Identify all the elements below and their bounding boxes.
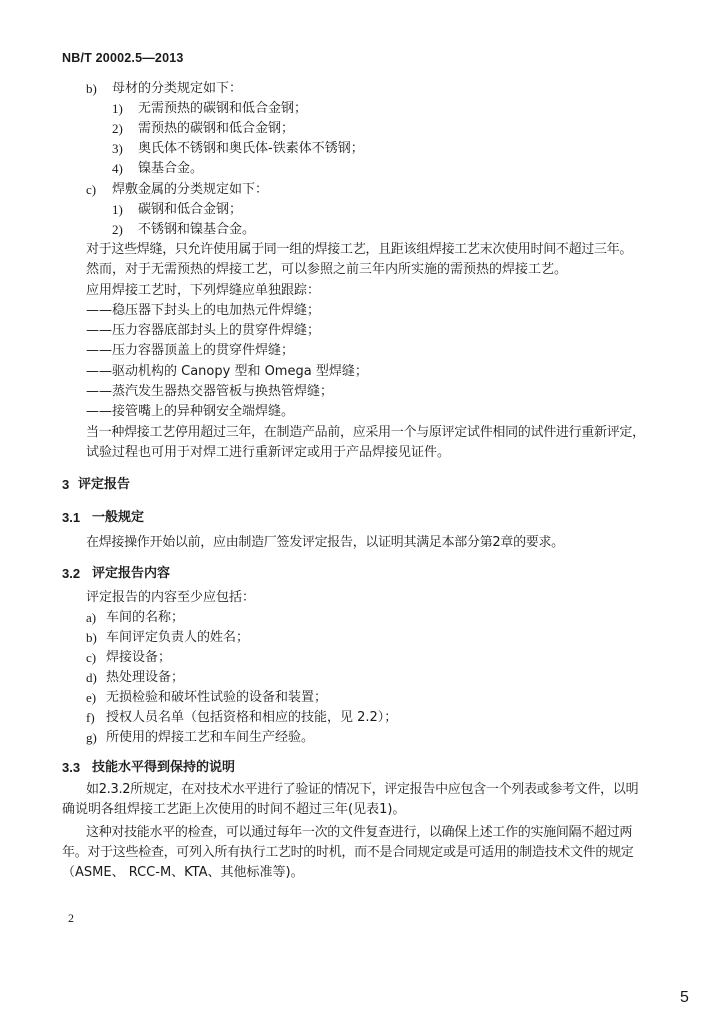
list-item: 车间评定负责人的姓名； — [106, 630, 250, 645]
section-title: 一般规定 — [92, 510, 145, 525]
list-b-item: 镍基合金。 — [138, 161, 204, 176]
section-number: 3.2 — [62, 566, 81, 581]
list-b-title: 母材的分类规定如下： — [112, 81, 243, 96]
list-b-item: 无需预热的碳钢和低合金钢； — [138, 101, 308, 116]
section-title: 评定报告 — [78, 477, 131, 492]
welds-intro: 应用焊接工艺时，下列焊缝应单独跟踪： — [86, 283, 321, 298]
list-item: 所使用的焊接工艺和车间生产经验。 — [106, 730, 315, 745]
list-marker: b) — [86, 630, 97, 645]
section-number: 3 — [62, 477, 70, 492]
list-b-item: 奥氏体不锈钢和奥氏体-铁素体不锈钢； — [138, 141, 364, 156]
list-c-item: 碳钢和低合金钢； — [138, 202, 243, 217]
list-item: 无损检验和破坏性试验的设备和装置； — [106, 690, 328, 705]
list-item: 授权人员名单（包括资格和相应的技能，见 2.2）； — [106, 710, 398, 725]
list-marker-b: b) — [86, 81, 97, 96]
list-marker: c) — [86, 650, 97, 665]
page-number: 2 — [68, 911, 74, 925]
paragraph-line: 然而，对于无需预热的焊接工艺，可以参照之前三年内所实施的需预热的焊接工艺。 — [86, 262, 568, 277]
list-marker: e) — [86, 690, 97, 705]
list-marker: g) — [86, 730, 97, 745]
section-title: 技能水平得到保持的说明 — [92, 760, 236, 775]
section-number: 3.1 — [62, 510, 81, 525]
list-c-item: 不锈钢和镍基合金。 — [138, 222, 256, 237]
paragraph-line: （ASME、 RCC-M、KTA、其他标准等)。 — [62, 865, 304, 880]
paragraph-line: 对于这些焊缝，只允许使用属于同一组的焊接工艺，且距该组焊接工艺末次使用时间不超过三年。 — [86, 242, 633, 257]
list-item: 焊接设备； — [106, 650, 172, 665]
section-title: 评定报告内容 — [92, 566, 171, 581]
list-b-item-num: 3) — [112, 141, 123, 156]
list-marker: d) — [86, 670, 97, 685]
standard-code-header: NB/T 20002.5—2013 — [62, 51, 184, 65]
paragraph-line: 如2.3.2所规定，在对技术水平进行了验证的情况下，评定报告中应包含一个列表或参考文件，以明 — [86, 782, 639, 797]
weld-item: ——蒸汽发生器热交器管板与换热管焊缝； — [86, 384, 334, 399]
weld-item: ——稳压器下封头上的电加热元件焊缝； — [86, 303, 321, 318]
paragraph-line: 当一种焊接工艺停用超过三年，在制造产品前，应采用一个与原评定试件相同的试件进行重新评定， — [86, 425, 645, 440]
list-c-item-num: 1) — [112, 202, 123, 217]
paragraph-line: 在焊接操作开始以前，应由制造厂签发评定报告，以证明其满足本部分第2章的要求。 — [86, 535, 564, 550]
weld-item: ——驱动机构的 Canopy 型和 Omega 型焊缝； — [86, 364, 368, 379]
section-number: 3.3 — [62, 760, 81, 775]
paragraph-line: 这种对技能水平的检查，可以通过每年一次的文件复查进行，以确保上述工作的实施间隔不超过两 — [86, 825, 633, 840]
paragraph-line: 试验过程也可用于对焊工进行重新评定或用于产品焊接见证件。 — [86, 445, 451, 460]
list-c-item-num: 2) — [112, 222, 123, 237]
weld-item: ——压力容器底部封头上的贯穿件焊缝； — [86, 323, 321, 338]
list-b-item-num: 2) — [112, 121, 123, 136]
paragraph-line: 年。对于这些检查，可列入所有执行工艺时的时机，而不是合同规定或是可适用的制造技术文件的规定 — [62, 845, 634, 860]
list-b-item-num: 1) — [112, 101, 123, 116]
list-b-item: 需预热的碳钢和低合金钢； — [138, 121, 295, 136]
list-marker: f) — [86, 710, 95, 725]
list-marker-c: c) — [86, 182, 97, 197]
list-b-item-num: 4) — [112, 161, 123, 176]
list-item: 车间的名称； — [106, 610, 185, 625]
weld-item: ——接管嘴上的异种钢安全端焊缝。 — [86, 404, 295, 419]
list-c-title: 焊敷金属的分类规定如下： — [112, 182, 269, 197]
list-marker: a) — [86, 610, 97, 625]
corner-page-number: 5 — [680, 989, 689, 1006]
paragraph-line: 确说明各组焊接工艺距上次使用的时间不超过三年(见表1)。 — [62, 802, 406, 817]
weld-item: ——压力容器顶盖上的贯穿件焊缝； — [86, 343, 295, 358]
list-intro: 评定报告的内容至少应包括： — [86, 590, 256, 605]
list-item: 热处理设备； — [106, 670, 185, 685]
